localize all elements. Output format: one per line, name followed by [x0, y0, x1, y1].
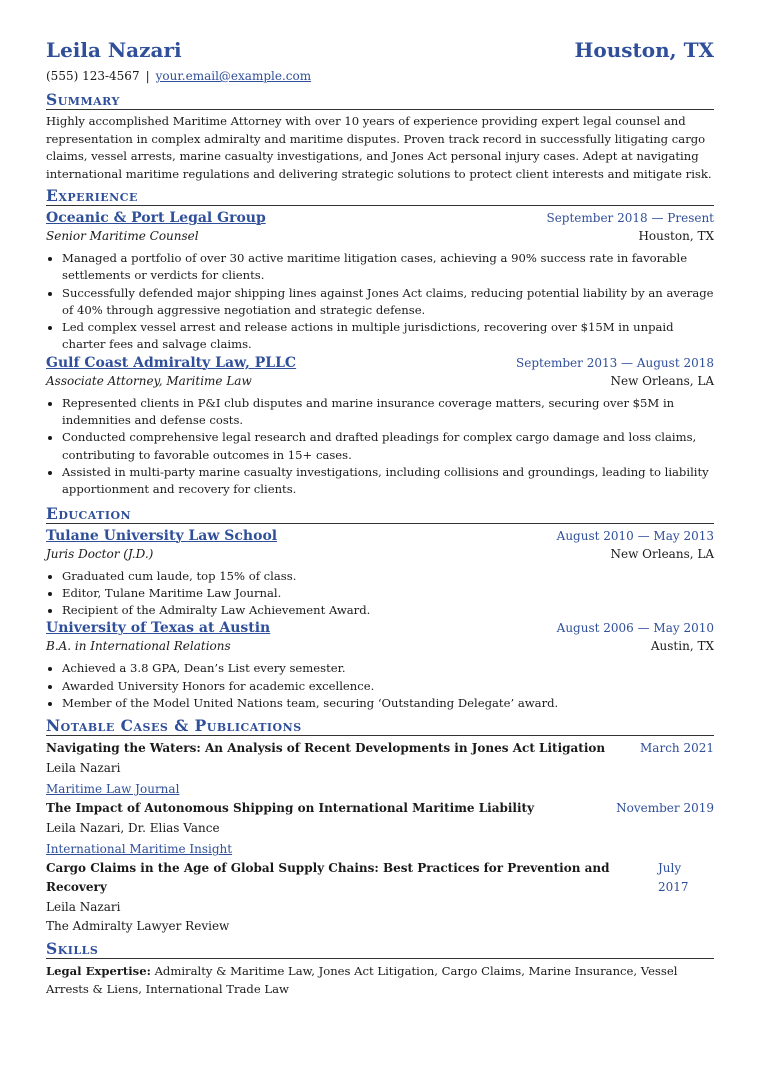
publication-entry [46, 799, 714, 859]
education-entry [46, 619, 714, 712]
bullet-item: • Graduated cum laude, top 15% of class. [62, 568, 714, 585]
bullet-list [46, 568, 714, 620]
publication-authors: Leila Nazari, Dr. Elias Vance [46, 821, 220, 836]
employment-dates: September 2013 — August 2018 [516, 355, 714, 370]
summary-text: Highly accomplished Maritime Attorney with over 10 years of experience providing expert legal counsel and representation in complex admiralty and maritime disputes. Proven track record in successfully litigating cargo claims, vessel arrests, marine casualty investigations, and Jones Act personal injury cases. Adept at navigating international maritime regulations and delivering strategic solutions to protect client interests and mitigate risk. [46, 114, 712, 181]
bullet-item: • Awarded University Honors for academic excellence. [62, 678, 714, 695]
bullet-list [46, 660, 714, 712]
job-title: Associate Attorney, Maritime Law [46, 373, 252, 388]
experience-entry [46, 209, 714, 354]
job-location: New Orleans, LA [610, 373, 714, 388]
email-link[interactable]: your.email@example.com [155, 69, 312, 83]
degree: Juris Doctor (J.D.) [46, 546, 154, 561]
experience-entry [46, 354, 714, 499]
skills-label: Legal Expertise: [46, 964, 151, 979]
bullet-item: • Represented clients in P&I club disputes and marine insurance coverage matters, securing over $5M in indemnities and defense costs. [62, 395, 714, 430]
publication-date: March 2021 [640, 741, 714, 756]
bullet-item: • Recipient of the Admiralty Law Achievement Award. [62, 602, 714, 619]
section-title-publications: Notable Cases & Publications [46, 717, 714, 736]
publication-date: July 2017 [658, 861, 689, 895]
publication-title: Navigating the Waters: An Analysis of Recent Developments in Jones Act Litigation [46, 741, 606, 756]
skills-line [46, 963, 714, 998]
bullet-item: • Editor, Tulane Maritime Law Journal. [62, 585, 714, 602]
publication-authors: Leila Nazari [46, 761, 121, 776]
candidate-location: Houston, TX [574, 38, 714, 62]
education-dates: August 2006 — May 2010 [556, 621, 714, 636]
job-location: Houston, TX [638, 229, 714, 243]
bullet-item: • Managed a portfolio of over 30 active maritime litigation cases, achieving a 90% success rate in favorable settlements or verdicts for clients. [62, 250, 714, 285]
school-location: Austin, TX [650, 639, 714, 654]
employer-link[interactable]: Oceanic & Port Legal Group [46, 210, 266, 226]
bullet-item: • Achieved a 3.8 GPA, Dean’s List every semester. [62, 660, 714, 677]
publication-entry [46, 739, 714, 799]
publication-venue-link[interactable]: International Maritime Insight [46, 842, 233, 857]
section-title-summary: Summary [46, 91, 714, 110]
bullet-item: • Member of the Model United Nations team, securing ‘Outstanding Delegate’ award. [62, 695, 714, 712]
contact-line [46, 69, 714, 89]
bullet-item: • Assisted in multi-party marine casualty investigations, including collisions and groundings, leading to liability apportionment and recovery for clients. [62, 464, 714, 499]
resume-header [46, 38, 714, 68]
section-title-experience: Experience [46, 187, 714, 206]
publication-authors: Leila Nazari [46, 900, 121, 915]
school-link[interactable]: Tulane University Law School [46, 527, 278, 544]
school-location: New Orleans, LA [610, 546, 714, 561]
phone-number: (555) 123-4567 [46, 69, 140, 83]
bullet-list [46, 250, 714, 354]
bullet-item: • Successfully defended major shipping lines against Jones Act claims, reducing potential liability by an average of 40% through aggressive negotiation and strategic defense. [62, 285, 714, 320]
bullet-item: • Led complex vessel arrest and release actions in multiple jurisdictions, recovering over $15M in unpaid charter fees and salvage claims. [62, 319, 714, 354]
publication-venue: The Admiralty Lawyer Review [46, 919, 230, 934]
publication-title: The Impact of Autonomous Shipping on International Maritime Liability [46, 801, 535, 816]
employment-dates: September 2018 — Present [546, 211, 714, 225]
section-title-skills: Skills [46, 940, 714, 959]
bullet-list [46, 395, 714, 499]
skills-text: Admiralty & Maritime Law, Jones Act Litigation, Cargo Claims, Marine Insurance, Vessel Arrests & Liens, International Trade Law [46, 964, 678, 996]
section-title-education: Education [46, 505, 714, 524]
degree: B.A. in International Relations [46, 639, 231, 654]
publication-date: November 2019 [616, 801, 714, 816]
contact-separator: | [145, 69, 150, 83]
education-entry [46, 527, 714, 620]
school-link[interactable]: University of Texas at Austin [46, 620, 271, 637]
candidate-name: Leila Nazari [46, 38, 182, 62]
employer-link[interactable]: Gulf Coast Admiralty Law, PLLC [46, 354, 297, 371]
job-title: Senior Maritime Counsel [46, 229, 199, 243]
resume-page [46, 38, 714, 998]
bullet-item: • Conducted comprehensive legal research and drafted pleadings for complex cargo damage and loss claims, contributing to favorable outcomes in 15+ cases. [62, 429, 714, 464]
publication-title: Cargo Claims in the Age of Global Supply Chains: Best Practices for Prevention and Recovery [46, 861, 610, 895]
publication-entry [46, 859, 714, 936]
education-dates: August 2010 — May 2013 [556, 528, 714, 543]
publication-venue-link[interactable]: Maritime Law Journal [46, 782, 180, 797]
